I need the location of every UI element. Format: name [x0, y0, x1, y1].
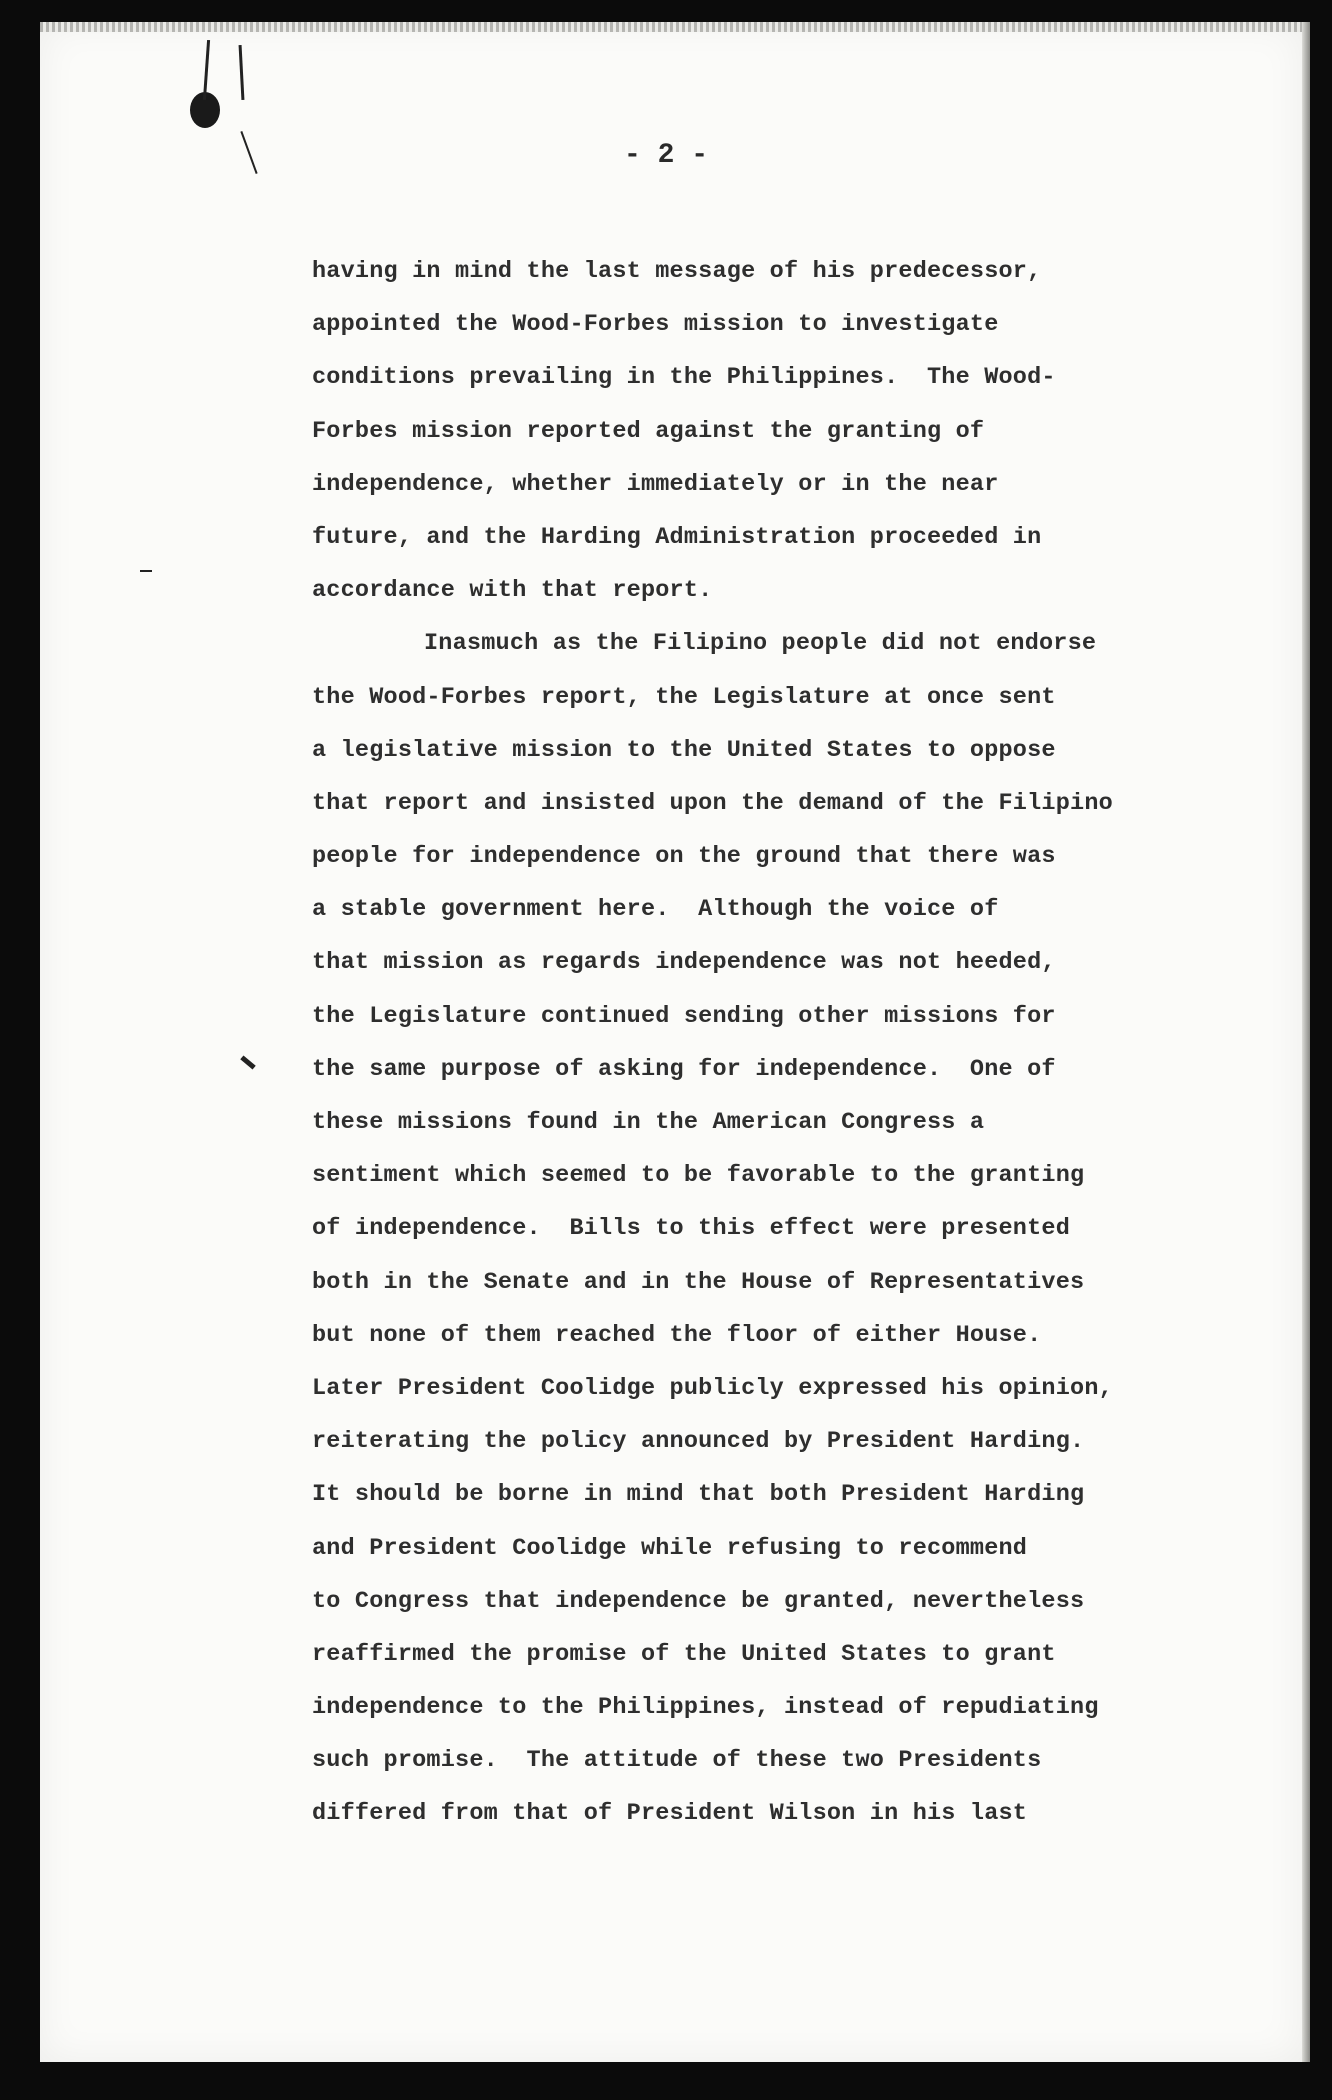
paper-top-edge	[40, 22, 1302, 32]
text-line: the Wood-Forbes report, the Legislature at once sent	[312, 683, 1056, 711]
paragraph-first-line: Inasmuch as the Filipino people did not endorse	[424, 630, 1097, 658]
stray-mark	[140, 570, 152, 572]
paper-right-edge	[1302, 22, 1310, 2062]
text-line: differed from that of President Wilson in his last	[312, 1800, 1028, 1828]
text-line: sentiment which seemed to be favorable to the granting	[312, 1162, 1085, 1190]
text-line: such promise. The attitude of these two Presidents	[312, 1747, 1042, 1775]
text-line: appointed the Wood-Forbes mission to investigate	[312, 311, 999, 339]
text-line: reaffirmed the promise of the United States to grant	[312, 1640, 1056, 1668]
text-line: that report and insisted upon the demand of the Filipino	[312, 789, 1113, 817]
text-line: a legislative mission to the United States to oppose	[312, 736, 1056, 764]
text-line: of independence. Bills to this effect were presented	[312, 1215, 1071, 1243]
text-line: having in mind the last message of his predecessor,	[312, 258, 1042, 285]
text-line: independence to the Philippines, instead of repudiating	[312, 1694, 1099, 1722]
text-line: Forbes mission reported against the granting of	[312, 417, 985, 445]
text-line: that mission as regards independence was not heeded,	[312, 949, 1056, 977]
text-line: but none of them reached the floor of either House.	[312, 1321, 1042, 1349]
text-line: accordance with that report.	[312, 577, 713, 605]
text-line: reiterating the policy announced by President Harding.	[312, 1428, 1085, 1456]
page-number: - 2 -	[623, 140, 708, 171]
text-line: future, and the Harding Administration proceeded in	[312, 523, 1042, 551]
text-line: a stable government here. Although the voice of	[312, 896, 999, 924]
text-line: the same purpose of asking for independence. One of	[312, 1055, 1056, 1083]
text-line: independence, whether immediately or in the near	[312, 470, 999, 498]
document-body	[312, 245, 1212, 1841]
text-line: to Congress that independence be granted, nevertheless	[312, 1587, 1085, 1615]
text-line: Later President Coolidge publicly expressed his opinion,	[312, 1374, 1113, 1402]
text-line: the Legislature continued sending other missions for	[312, 1002, 1056, 1030]
text-line: both in the Senate and in the House of Representatives	[312, 1268, 1085, 1296]
text-line: It should be borne in mind that both President Harding	[312, 1481, 1085, 1509]
text-line: these missions found in the American Congress a	[312, 1109, 985, 1136]
text-line: conditions prevailing in the Philippines. The Wood-	[312, 364, 1056, 392]
text-line: and President Coolidge while refusing to recommend	[312, 1534, 1028, 1562]
text-line: people for independence on the ground that there was	[312, 843, 1056, 871]
